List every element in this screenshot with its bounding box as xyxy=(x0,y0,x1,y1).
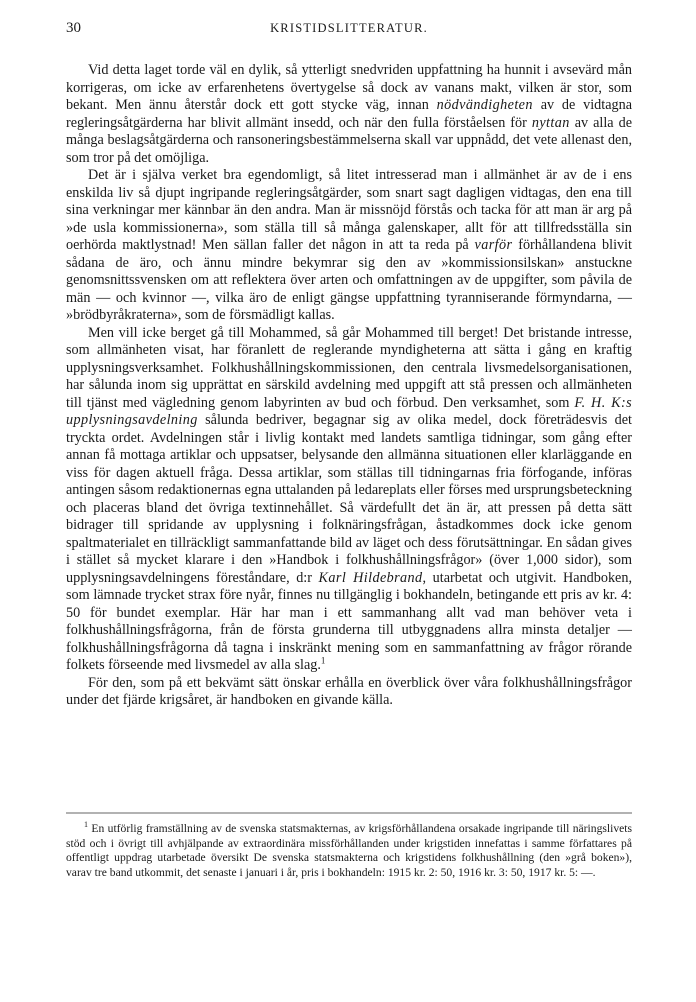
text-run: Vid detta laget torde väl en dylik, så ytterligt snedvriden uppfattning ha hunnit i avsevärd mån korrigeras, om icke av erfarenhetens övertygelse så dock av vanans makt, vilken är stor, som bekant. Men ännu återstår dock ett gott stycke väg, innan xyxy=(66,62,632,113)
text-run: Men vill icke berget gå till Mohammed, så går Mohammed till berget! Det bristande intresse, som allmänheten visat, har föranlett de reglerande myndigheterna att sätta i gång en kraftig upplysningsverksamhet. Folkhushållningskommissionen, den centrala livsmedelsorganisationen, har sålunda inom sig upprättat en särskild avdelning med uppgift att stå pressen och allmänheten till tjänst med vägledning genom labyrinten av bud och förbud. Den verksamhet, som xyxy=(66,324,632,411)
text-run: För den, som på ett bekvämt sätt önskar erhålla en överblick över våra folkhushållningsfrågor under det fjärde krigsåret, är handboken en givande källa. xyxy=(66,674,632,708)
body-text xyxy=(66,62,632,710)
text-run: , utarbetat och utgivit. Handboken, som lämnade trycket strax före nyår, finnes nu tillgänglig i bokhandeln, betingande ett pris av kr. 4: 50 för bundet exemplar. Här har man i ett sammanhang allt vad man behöver veta i folkhushållningsfrågorna, från de första grunderna till utbyggnadens allra minsta detaljer — folkhushållningsfrågorna då tagna i inskränkt mening som en sammanfattning av frågor rörande folkets förseende med livsmedel av alla slag. xyxy=(66,569,632,673)
emphasis: varför xyxy=(474,237,513,253)
text-run: Det är i själva verket bra egendomligt, så litet intresserad man i allmänhet är av de i ens enskilda liv så djupt ingripande regleringsåtgärder, som snart sagt dagligen vidtagas, den ena till sina verkningar mer kännbar än den andra. Man är missnöjd förstås och tacka för att man är arg på »de usla kommissionerna», som ställa till så många galenskaper, allt för att tillfredsställa sin oerhörda maktlystnad! Men sällan faller det någon in att ta reda på xyxy=(66,167,632,253)
emphasis: F. H. K:s upplysningsavdelning xyxy=(66,394,632,428)
page-number: 30 xyxy=(66,20,81,36)
paragraph xyxy=(66,167,632,325)
page-header xyxy=(66,20,632,40)
paragraph xyxy=(66,675,632,710)
footnote-reference: 1 xyxy=(320,655,326,666)
footnote-marker: 1 xyxy=(84,820,88,830)
footnote-separator xyxy=(66,812,632,814)
emphasis: nödvändigheten xyxy=(436,97,533,113)
text-run: förhållandena blivit sådana de äro, och ännu mindre bekymrar sig den av »kommissionsilskan» anstuckne genomsnittssvensken om att reflektera över arten och omfattningen av de uppgifter, som påvila de män — och kvinnor —, vilka äro de enligt gängse uppfattning tyranniserande förmyndarna, — »brödbyråkraterna», som de försmädligt kallas. xyxy=(66,237,632,323)
running-head: KRISTIDSLITTERATUR. xyxy=(270,21,428,35)
emphasis: Karl Hildebrand xyxy=(318,569,423,586)
text-run: av de vidtagna regleringsåtgärderna har blivit allmänt insedd, och när den fulla förståelsen för xyxy=(66,97,632,131)
paragraph xyxy=(66,62,632,167)
text-run: av alla de många beslagsåtgärderna och ransoneringsbestämmelserna skall var uppnådd, det vete allenast den, som tror på det omöjliga. xyxy=(66,114,632,166)
emphasis: nyttan xyxy=(531,114,570,131)
paragraph xyxy=(66,325,632,675)
text-run: sålunda bedriver, begagnar sig av olika medel, dock företrädesvis det tryckta ordet. Avdelningen står i livlig kontakt med landets samtliga tidningar, som gång efter annan få mottaga artiklar och uppsatser, belysande den allmänna situationen eller klarläggande en viss för dagen aktuell fråga. Dessa artiklar, som ställas till tidningarnas fria förfogande, införas antingen såsom redaktionernas egna uttalanden på ledareplats eller förses med ursprungsbeteckning och placeras bland det övriga textinnehållet. Så värdefullt det än är, att pressen på detta sätt bidrager till spridande av upplysning i folknäringsfrågan, åstadkommes dock icke genom spaltmaterialet en tillräckligt sammanfattande bild av läget och dess förutsättningar. En sådan gives i stället så mycket klarare i den »Handbok i folkhushållningsfrågor» (över 1,000 sidor), som upplysningsavdelningens föreståndare, d:r xyxy=(66,412,632,586)
footnote-text: En utförlig framställning av de svenska statsmakternas, av krigsförhållandena orsakade ingripande till näringslivets stöd och i övrigt till avhjälpande av extraordinära missförhållanden under krigstiden innefattas i samme författares på offentligt uppdrag utarbetade översikt De svenska statsmakterna och krigstidens folkhushållning (den »grå boken»), varav tre band utkommit, det senaste i januari i år, pris i bokhandeln: 1915 kr. 2: 50, 1916 kr. 3: 50, 1917 kr. 5: —. xyxy=(66,822,632,879)
footnotes xyxy=(66,822,632,880)
footnote xyxy=(66,822,632,880)
